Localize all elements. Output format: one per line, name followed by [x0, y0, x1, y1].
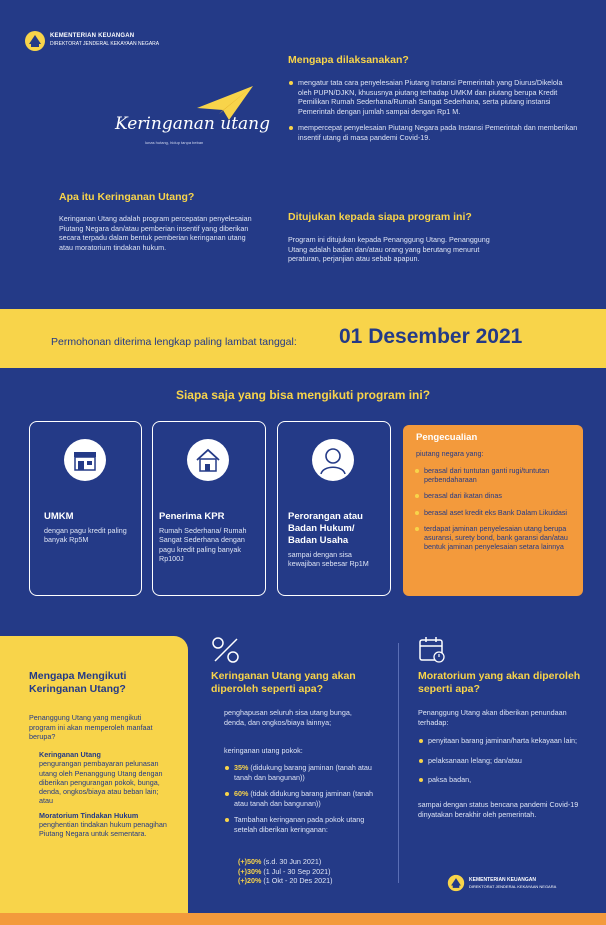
extra-pct: (+)20%: [238, 876, 262, 886]
apa-itu-heading: Apa itu Keringanan Utang?: [59, 191, 195, 203]
bottom-strip: [0, 913, 606, 925]
mengapa-dilaksanakan-heading: Mengapa dilaksanakan?: [288, 54, 409, 66]
program-logo: [115, 84, 271, 154]
list-item: paksa badan,: [418, 775, 588, 785]
mengapa-mengikuti-heading: Mengapa Mengikuti Keringanan Utang?: [29, 670, 127, 695]
extra-pct: (+)50%: [238, 857, 262, 866]
card-umkm: [29, 421, 142, 596]
pct-text: (didukung barang jaminan (tanah atau tanah dan bangunan)): [234, 763, 372, 782]
keringanan-list: [224, 763, 384, 842]
header-logo: [24, 30, 224, 54]
list-item: mempercepat penyelesaian Piutang Negara pada Instansi Pemerintah dan memberikan insentif utang di masa pandemi Covid-19.: [288, 123, 578, 142]
mengapa-mengikuti-panel: [0, 636, 188, 913]
list-item: [224, 815, 384, 834]
logo-tagline: lunas hutang, hidup tanpa beban: [145, 140, 204, 145]
list-item: [224, 789, 384, 808]
manfaat-body: penghentian tindakan hukum penagihan Piutang Negara untuk sementara.: [39, 820, 167, 839]
pct-text: (tidak didukung barang jaminan (tanah atau tanah dan bangunan)): [234, 789, 374, 808]
calendar-icon: [418, 636, 446, 664]
manfaat-body: pengurangan pembayaran pelunasan utang oleh Penanggung Utang dengan diberikan pengurangan pokok, bunga, denda, ongkos/biaya atau beban lain; atau: [39, 759, 163, 806]
card-perorangan: [277, 421, 391, 596]
list-item: [29, 750, 174, 806]
extra-pct: (+)30%: [238, 866, 262, 876]
kemenkeu-emblem-icon: [447, 874, 465, 892]
extra-row: [238, 867, 388, 877]
moratorium-intro: Penanggung Utang akan diberikan penundaan terhadap:: [418, 708, 567, 727]
deadline-date: 01 Desember 2021: [339, 325, 523, 348]
exception-box: [403, 425, 583, 596]
manfaat-list: [29, 750, 174, 846]
manfaat-title: Keringanan Utang: [39, 750, 101, 759]
card-title: UMKM: [44, 511, 74, 522]
column-divider: [398, 643, 399, 883]
card-desc: sampai dengan sisa kewajiban sebesar Rp1M: [288, 550, 369, 569]
ditujukan-body: Program ini ditujukan kepada Penanggung Utang. Penanggung Utang adalah badan dan/atau orang yang berutang menurut peraturan, perjanjian atau sebab apapun.: [288, 235, 490, 264]
ditujukan-heading: Ditujukan kepada siapa program ini?: [288, 211, 472, 223]
list-item: [224, 763, 384, 782]
apa-itu-body: Keringanan Utang adalah program percepatan penyelesaian Piutang Negara dan/atau pemberian insentif yang diberikan secara terpadu dalam bentuk pemberian keringanan utang atau moratorium tindakan hukum.: [59, 214, 252, 252]
extra-list: [238, 857, 388, 886]
list-item: mengatur tata cara penyelesaian Piutang Instansi Pemerintah yang Diurus/Dikelola oleh PUPN/DJKN, khususnya piutang terhadap UMKM dan piutang berupa Kredit Pemilikan Rumah Sederhana/Rumah Sangat Sederhana, serta piutang instansi Pemerintah dengan jumlah sampai dengan Rp1 M.: [288, 78, 578, 116]
card-desc: dengan pagu kredit paling banyak Rp5M: [44, 526, 127, 545]
keringanan-heading: Keringanan Utang yang akan diperoleh seperti apa?: [211, 670, 356, 695]
header-org-sub: DIREKTORAT JENDERAL KEKAYAAN NEGARA: [50, 41, 160, 47]
extra-row: [238, 857, 388, 867]
header-org-name: KEMENTERIAN KEUANGAN: [50, 33, 135, 39]
exception-title: Pengecualian: [416, 432, 478, 443]
extra-text: (s.d. 30 Jun 2021): [263, 857, 322, 866]
extra-row: [238, 876, 388, 886]
list-item: berasal dari tuntutan ganti rugi/tuntutan perbendaharaan: [414, 466, 574, 484]
extra-text: (1 Okt - 20 Des 2021): [263, 876, 333, 886]
kemenkeu-emblem-icon: [24, 30, 46, 52]
exception-list: [414, 466, 574, 558]
list-item: berasal aset kredit eks Bank Dalam Likuidasi: [414, 508, 574, 517]
extra-text: (1 Jul - 30 Sep 2021): [263, 866, 331, 876]
list-item: penyitaan barang jaminan/harta kekayaan lain;: [418, 736, 588, 746]
card-title: Perorangan atau Badan Hukum/ Badan Usaha: [288, 511, 363, 546]
moratorium-heading: Moratorium yang akan diperoleh seperti apa?: [418, 670, 581, 695]
mengapa-mengikuti-intro: Penanggung Utang yang mengikuti program ini akan memperoleh manfaat berupa?: [29, 713, 153, 742]
deadline-label: Permohonan diterima lengkap paling lambat tanggal:: [51, 336, 297, 348]
store-icon: [63, 438, 107, 482]
card-title: Penerima KPR: [159, 511, 225, 522]
pct-text: Tambahan keringanan pada pokok utang setelah diberikan keringanan:: [234, 815, 365, 834]
siapa-heading: Siapa saja yang bisa mengikuti program ini?: [175, 388, 431, 402]
logo-script-text: Keringanan utang: [115, 114, 271, 134]
house-icon: [186, 438, 230, 482]
moratorium-outro: sampai dengan status bencana pandemi Covid-19 dinyatakan berakhir oleh pemerintah.: [418, 800, 579, 819]
list-item: [29, 811, 174, 839]
card-kpr: [152, 421, 266, 596]
footer-org-sub: DIREKTORAT JENDERAL KEKAYAAN NEGARA: [469, 884, 557, 889]
list-item: terdapat jaminan penyelesaian utang berupa asuransi, surety bond, bank garansi dan/atau bentuk jaminan penyelesaian setara lainnya: [414, 524, 574, 552]
keringanan-p2: keringanan utang pokok:: [224, 746, 303, 755]
moratorium-list: [418, 736, 588, 792]
person-icon: [311, 438, 355, 482]
list-item: pelaksanaan lelang; dan/atau: [418, 756, 588, 766]
mengapa-dilaksanakan-list: [288, 78, 578, 150]
keringanan-p1: penghapusan seluruh sisa utang bunga, denda, dan ongkos/biaya lainnya;: [224, 708, 352, 727]
list-item: berasal dari ikatan dinas: [414, 491, 574, 500]
deadline-band: [0, 309, 606, 368]
pct-value: 60%: [234, 789, 249, 799]
footer-org-name: KEMENTERIAN KEUANGAN: [469, 877, 536, 883]
footer-logo: [447, 874, 587, 896]
pct-value: 35%: [234, 763, 249, 772]
percent-icon: [211, 636, 241, 664]
exception-intro: piutang negara yang:: [416, 449, 484, 458]
card-desc: Rumah Sederhana/ Rumah Sangat Sederhana dengan pagu kredit paling banyak Rp100J: [159, 526, 247, 564]
manfaat-title: Moratorium Tindakan Hukum: [39, 810, 139, 820]
